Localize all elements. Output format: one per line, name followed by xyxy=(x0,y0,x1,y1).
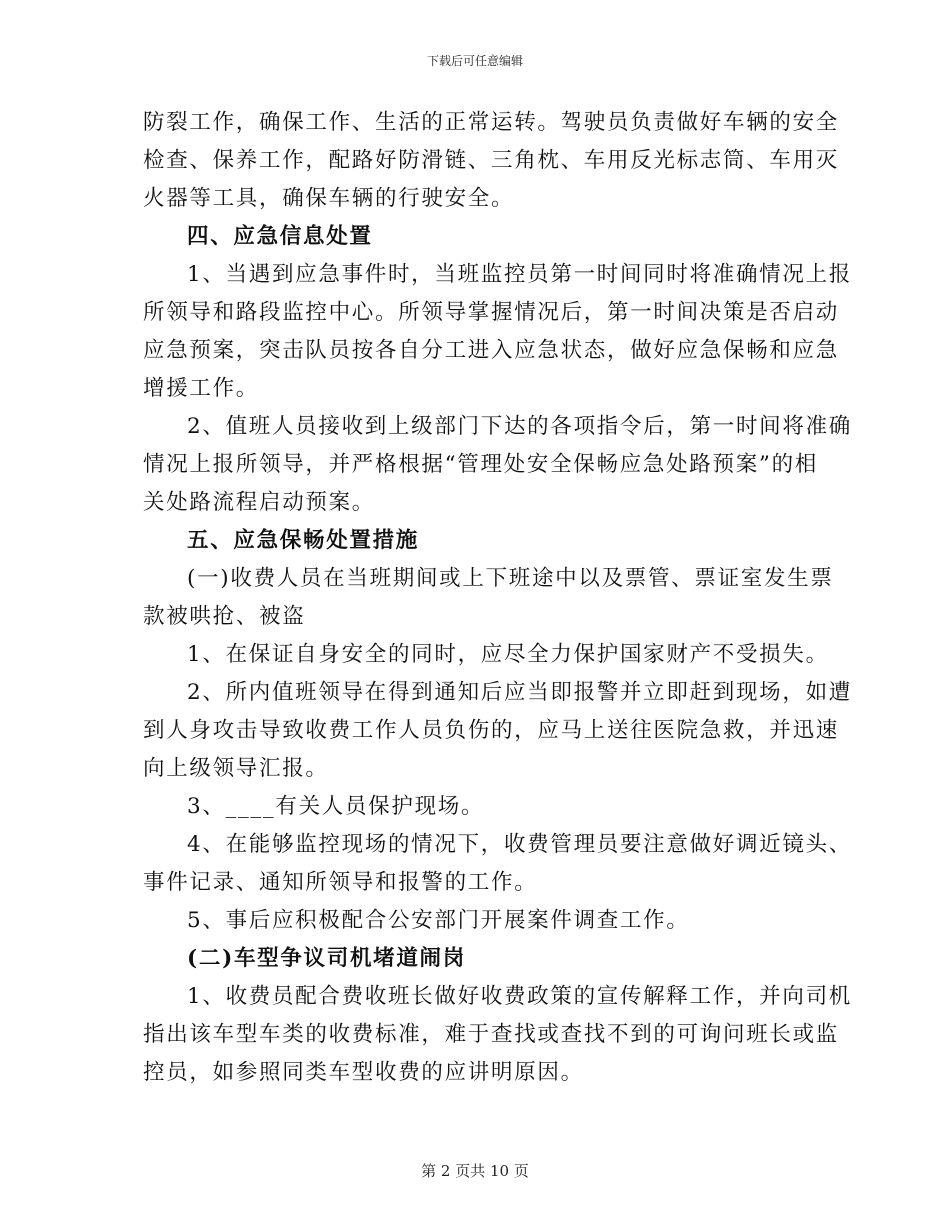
paragraph-line: 2、值班人员接收到上级部门下达的各项指令后，第一时间将准确 xyxy=(187,414,852,439)
paragraph-line: 1、收费员配合费收班长做好收费政策的宣传解释工作，并向司机 xyxy=(187,984,852,1009)
paragraph-line: 1、当遇到应急事件时，当班监控员第一时间同时将准确情况上报 xyxy=(187,262,852,287)
section-heading: (二)车型争议司机堵道闹岗 xyxy=(187,946,466,971)
paragraph-line: 控员，如参照同类车型收费的应讲明原因。 xyxy=(143,1060,584,1085)
page-header: 下载后可任意编辑 xyxy=(426,54,523,68)
paragraph-line: 火器等工具，确保车辆的行驶安全。 xyxy=(143,186,515,211)
paragraph-line: 5、事后应积极配合公安部门开展案件调查工作。 xyxy=(187,908,690,933)
paragraph-line: 2、所内值班领导在得到通知后应当即报警并立即赶到现场，如遭 xyxy=(187,680,852,705)
paragraph-line: 3、____有关人员保护现场。 xyxy=(187,794,485,819)
section-heading: 五、应急保畅处置措施 xyxy=(187,528,420,553)
paragraph-line: 增援工作。 xyxy=(143,376,260,401)
paragraph-line: 向上级领导汇报。 xyxy=(143,756,329,781)
paragraph-line: (一)收费人员在当班期间或上下班途中以及票管、票证室发生票 xyxy=(187,566,834,591)
paragraph-line: 关处路流程启动预案。 xyxy=(143,490,376,515)
document-body xyxy=(143,104,852,1092)
paragraph-line: 1、在保证自身安全的同时，应尽全力保护国家财产不受损失。 xyxy=(187,642,829,667)
paragraph-line: 情况上报所领导，并严格根据“管理处安全保畅应急处路预案”的相 xyxy=(143,452,818,477)
paragraph-line: 所领导和路段监控中心。所领导掌握情况后，第一时间决策是否启动 xyxy=(143,300,840,325)
section-heading: 四、应急信息处置 xyxy=(187,224,373,249)
paragraph-line: 防裂工作，确保工作、生活的正常运转。驾驶员负责做好车辆的安全 xyxy=(143,110,840,135)
paragraph-line: 4、在能够监控现场的情况下，收费管理员要注意做好调近镜头、 xyxy=(187,832,852,857)
paragraph-line: 检查、保养工作，配路好防滑链、三角枕、车用反光标志筒、车用灭 xyxy=(143,148,840,173)
paragraph-line: 事件记录、通知所领导和报警的工作。 xyxy=(143,870,538,895)
paragraph-line: 指出该车型车类的收费标准，难于查找或查找不到的可询问班长或监 xyxy=(143,1022,840,1047)
page-footer: 第 2 页共 10 页 xyxy=(421,1162,529,1180)
paragraph-line: 款被哄抢、被盗 xyxy=(143,604,306,629)
paragraph-line: 到人身攻击导致收费工作人员负伤的，应马上送往医院急救，并迅速 xyxy=(143,718,840,743)
paragraph-line: 应急预案，突击队员按各自分工进入应急状态，做好应急保畅和应急 xyxy=(143,338,840,363)
